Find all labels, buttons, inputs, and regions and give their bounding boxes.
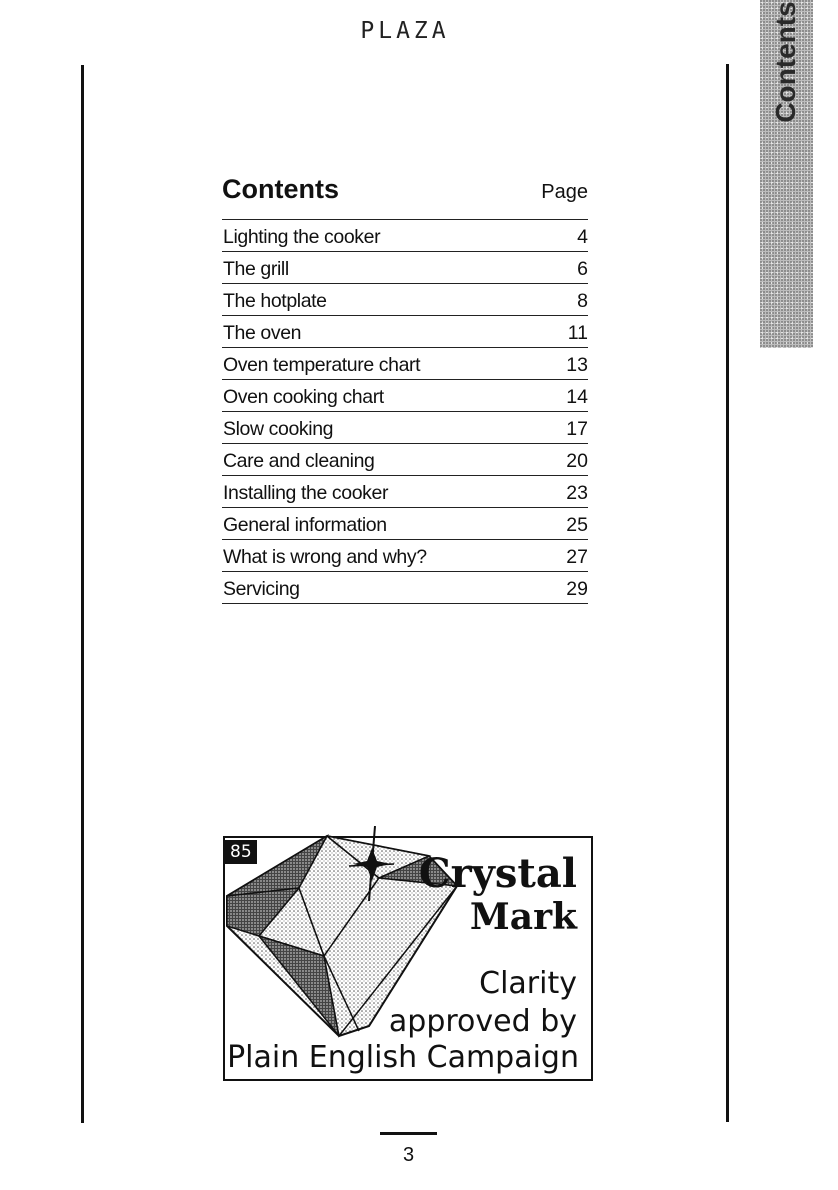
- toc-row: [222, 412, 588, 444]
- toc-label: Installing the cooker: [223, 482, 389, 504]
- toc-page: 4: [577, 226, 588, 248]
- toc-label: Oven cooking chart: [223, 386, 384, 408]
- toc-page: 23: [566, 482, 588, 504]
- page-number: 3: [402, 1144, 415, 1166]
- toc-label: The oven: [223, 322, 302, 344]
- toc-page: 14: [566, 386, 588, 408]
- toc-row: [222, 348, 588, 380]
- toc-row: [222, 508, 588, 540]
- badge-campaign-text: Plain English Campaign: [227, 1040, 579, 1075]
- brand-title: PLAZA: [360, 18, 450, 44]
- badge-number: 85: [225, 840, 257, 864]
- toc-row: [222, 444, 588, 476]
- toc-page: 11: [567, 322, 588, 344]
- contents-header: [222, 174, 588, 218]
- toc-page: 20: [566, 450, 588, 472]
- toc-label: The hotplate: [223, 290, 327, 312]
- toc-page: 27: [566, 546, 588, 568]
- toc-row: [222, 252, 588, 284]
- toc-page: 17: [566, 418, 588, 440]
- toc-page: 13: [566, 354, 588, 376]
- badge-clarity-text: Clarity: [479, 966, 577, 1001]
- page-column-heading: Page: [541, 181, 588, 203]
- badge-crystal-text: Crystal: [418, 850, 577, 897]
- toc-page: 8: [577, 290, 588, 312]
- toc-row: [222, 476, 588, 508]
- toc-row: [222, 316, 588, 348]
- toc-label: The grill: [223, 258, 289, 280]
- table-of-contents: [222, 219, 588, 604]
- contents-title: Contents: [222, 174, 339, 204]
- toc-label: General information: [223, 514, 387, 536]
- badge-mark-text: Mark: [469, 896, 577, 938]
- toc-label: Servicing: [223, 578, 300, 600]
- toc-row: [222, 284, 588, 316]
- section-tab: [760, 0, 813, 348]
- right-margin-rule: [726, 64, 729, 1122]
- badge-approved-text: approved by: [388, 1004, 577, 1039]
- toc-row: [222, 380, 588, 412]
- toc-row: [222, 540, 588, 572]
- crystal-mark-badge: [223, 836, 593, 1081]
- toc-label: Oven temperature chart: [223, 354, 421, 376]
- toc-label: Lighting the cooker: [223, 226, 381, 248]
- toc-row: [222, 220, 588, 252]
- toc-label: Care and cleaning: [223, 450, 375, 472]
- toc-label: Slow cooking: [223, 418, 334, 440]
- section-tab-label: Contents: [770, 1, 801, 123]
- toc-label: What is wrong and why?: [223, 546, 427, 568]
- toc-page: 29: [566, 578, 588, 600]
- left-margin-rule: [81, 65, 84, 1123]
- toc-page: 6: [577, 258, 588, 280]
- toc-row: [222, 572, 588, 604]
- toc-page: 25: [566, 514, 588, 536]
- page-number-rule: [380, 1132, 437, 1135]
